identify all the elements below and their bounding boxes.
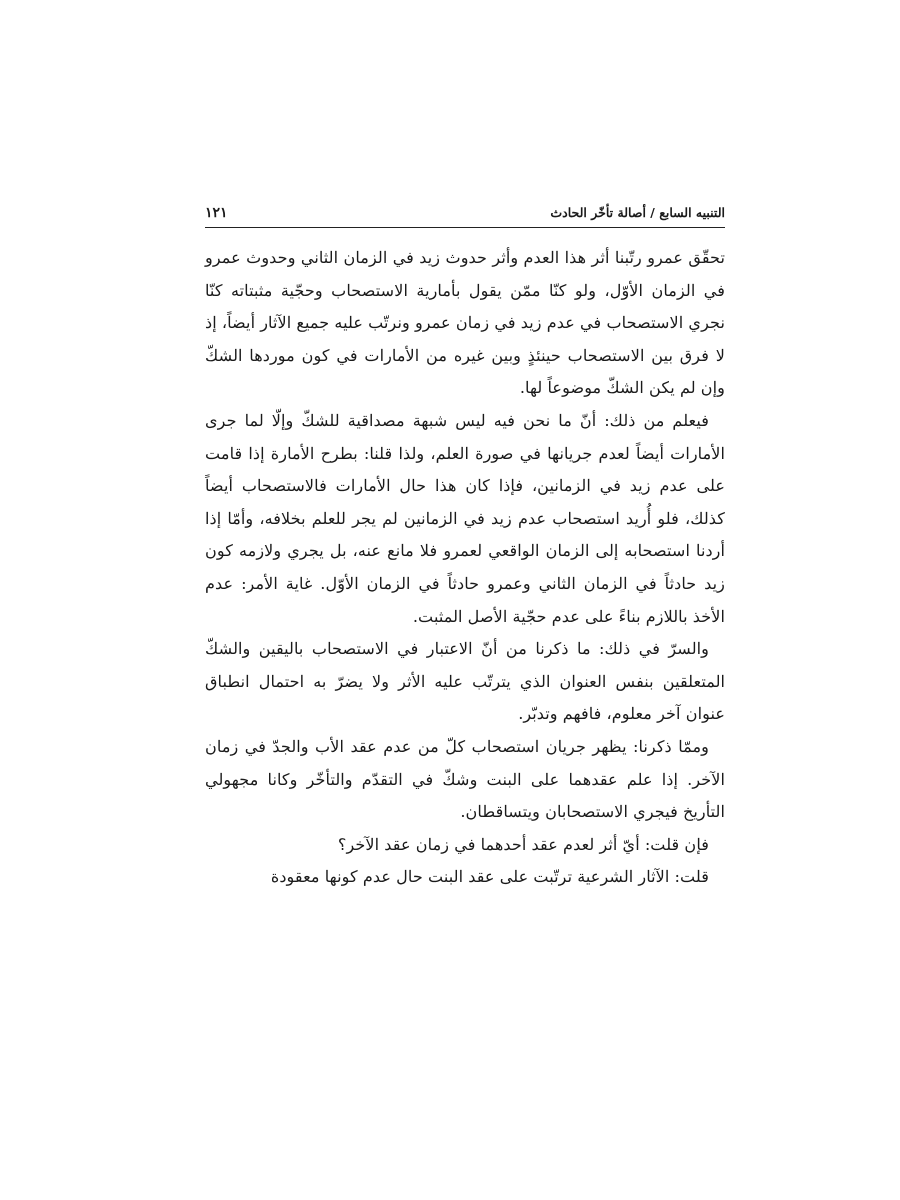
- paragraph-3: والسرّ في ذلك: ما ذكرنا من أنّ الاعتبار في الاستصحاب باليقين والشكّ المتعلقين بنفس العنوان الذي يترتّب عليه الأثر ولا يضرّ به احتمال انطباق عنوان آخر معلوم، فافهم وتدبّر.: [205, 639, 725, 724]
- paragraph-6: قلت: الآثار الشرعية ترتّبت على عقد البنت حال عدم كونها معقودة: [270, 867, 709, 887]
- paragraph-5: فإن قلت: أيّ أثر لعدم عقد أحدهما في زمان عقد الآخر؟: [337, 834, 709, 854]
- paragraph-2: فيعلم من ذلك: أنّ ما نحن فيه ليس شبهة مصداقية للشكّ وإلّا لما جرى الأمارات أيضاً لعدم جريانها في صورة العلم، ولذا قلنا: بطرح الأمارة إذا قامت على عدم زيد في الزمانين، فإذا كان هذا حال الأمارات فالاستصحاب أيضاً كذلك، فلو أُريد استصحاب عدم زيد في الزمانين لم يجر للعلم بخلافه، وأمّا إذا أردنا استصحابه إلى الزمان الواقعي لعمرو فلا مانع عنه، بل يجري ولازمه كون زيد حادثاً في الزمان الثاني وعمرو حادثاً في الزمان الأوّل. غاية الأمر: عدم الأخذ باللازم بناءً على عدم حجّية الأصل المثبت.: [205, 410, 725, 626]
- running-head: [205, 205, 725, 228]
- paragraph-1: تحقّق عمرو رتّبنا أثر هذا العدم وأثر حدوث زيد في الزمان الثاني وحدوث عمرو في الزمان الأوّل، ولو كنّا ممّن يقول بأمارية الاستصحاب وحجّية مثبتاته كنّا نجري الاستصحاب في عدم زيد في زمان عمرو ونرتّب عليه جميع الآثار أيضاً، إذ لا فرق بين الاستصحاب حينئذٍ وبين غيره من الأمارات في كون موردها الشكّ وإن لم يكن الشكّ موضوعاً لها.: [205, 248, 725, 398]
- body-text: [205, 242, 725, 894]
- page-number: ١٢١: [205, 205, 228, 221]
- book-page: [205, 205, 725, 894]
- paragraph-4: وممّا ذكرنا: يظهر جريان استصحاب كلّ من عدم عقد الأب والجدّ في زمان الآخر. إذا علم عقدهما على البنت وشكّ في التقدّم والتأخّر وكانا مجهولي التأريخ فيجري الاستصحابان ويتساقطان.: [205, 736, 725, 822]
- chapter-title: التنبيه السابع / أصالة تأخّر الحادث: [550, 205, 725, 220]
